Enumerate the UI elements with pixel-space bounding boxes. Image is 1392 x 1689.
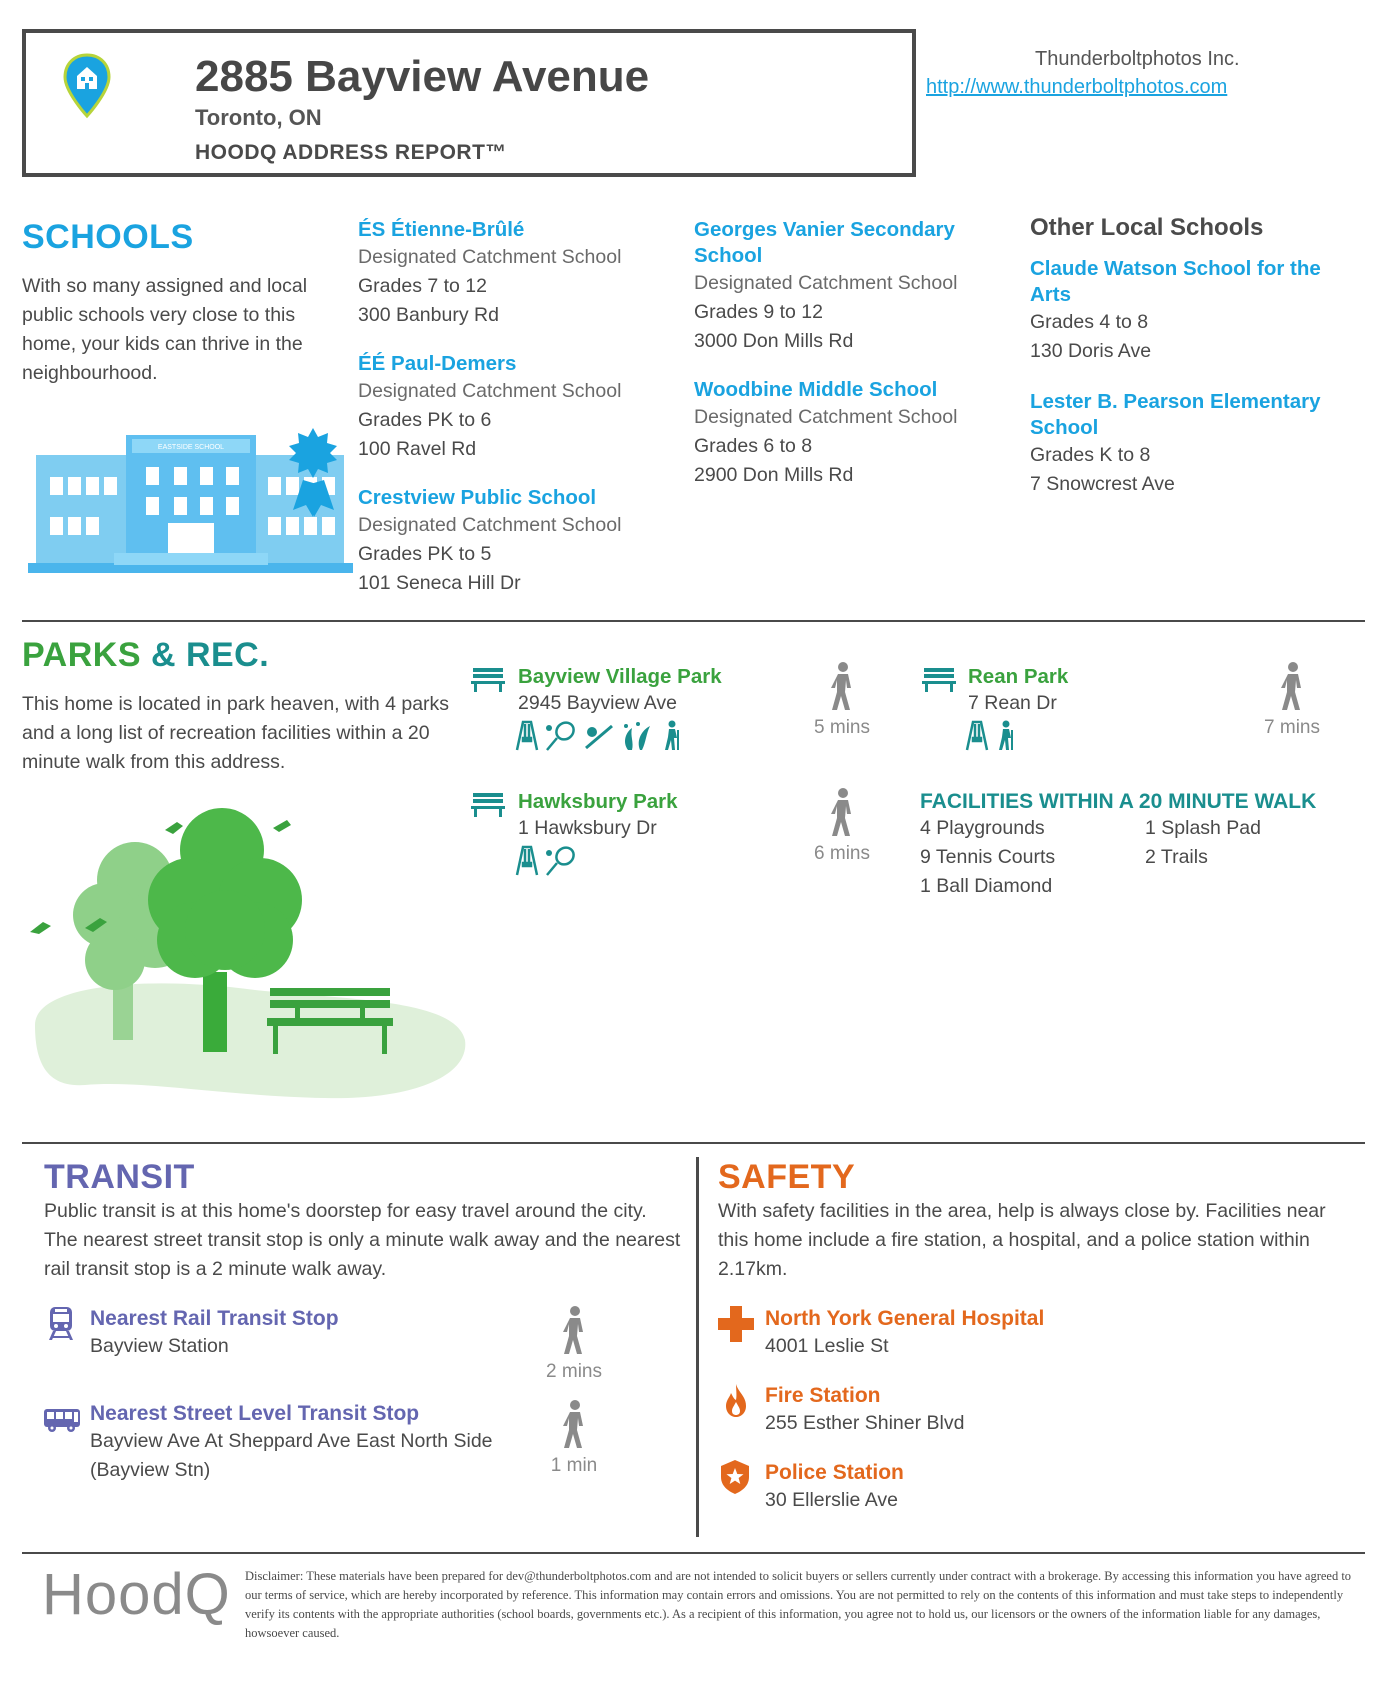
fire-station-name[interactable]: Fire Station	[765, 1384, 881, 1407]
police-station-name[interactable]: Police Station	[765, 1461, 904, 1484]
fire-station-card	[765, 1383, 964, 1438]
hospital-cross-icon	[718, 1306, 754, 1342]
school-address: 2900 Don Mills Rd	[694, 464, 854, 486]
school-card	[358, 485, 658, 598]
safety-title: SAFETY	[718, 1158, 856, 1196]
parks-title-b: & REC.	[150, 636, 270, 674]
fire-station-address: 255 Esther Shiner Blvd	[765, 1412, 965, 1434]
divider	[22, 1552, 1365, 1554]
disclaimer: Disclaimer: These materials have been prepared for dev@thunderboltphotos.com and are not intended to solicit buyers or sellers currently under contract with a brokerage. By accessing this information you have agreed to our terms of service, which are hereby incorporated by reference. This information may contain errors and omissions. You are not permitted to rely on the contents of this information and must take steps to independently verify its contents with the appropriate authorities (school boards, governments etc.). As a recipient of this information, you agree not to hold us, our licensors or the owners of the information liable for any damages, howsoever caused.	[245, 1569, 1352, 1640]
police-station-card	[765, 1460, 904, 1515]
trail-icon	[993, 720, 1017, 752]
school-card	[1030, 389, 1340, 499]
school-grades: Grades 7 to 12	[358, 275, 487, 297]
school-grades: Grades PK to 6	[358, 409, 492, 431]
bench-icon	[922, 666, 956, 692]
school-card	[694, 217, 984, 356]
bench-icon	[471, 666, 505, 692]
walk-time-label: 2 mins	[546, 1361, 602, 1382]
hospital-address: 4001 Leslie St	[765, 1335, 889, 1357]
rail-stop-card	[90, 1306, 339, 1361]
facility-item: 1 Splash Pad	[1145, 817, 1262, 839]
parks-description: This home is located in park heaven, with 4 parks and a long list of recreation facilities within a 20 minute walk from this address.	[22, 693, 450, 773]
park-amenities	[513, 845, 577, 882]
walk-time	[529, 1306, 619, 1383]
park-address: 1 Hawksbury Dr	[518, 817, 657, 839]
walking-person-icon	[1275, 662, 1309, 712]
school-address: 3000 Don Mills Rd	[694, 330, 854, 352]
splash-pad-icon	[620, 720, 654, 752]
schools-description: With so many assigned and local public schools very close to this home, your kids can thrive in the neighbourhood.	[22, 275, 308, 384]
walking-person-icon	[557, 1306, 591, 1356]
school-name[interactable]: ÉS Étienne-Brûlé	[358, 218, 525, 241]
school-card	[1030, 256, 1330, 366]
school-grades: Grades 9 to 12	[694, 301, 823, 323]
tennis-icon	[543, 720, 577, 752]
police-badge-icon	[720, 1460, 750, 1494]
school-grades: Grades 6 to 8	[694, 435, 813, 457]
school-type: Designated Catchment School	[358, 514, 622, 536]
bus-icon	[44, 1409, 80, 1433]
hospital-name[interactable]: North York General Hospital	[765, 1307, 1045, 1330]
company-link[interactable]: http://www.thunderboltphotos.com	[926, 76, 1228, 98]
trail-icon	[659, 720, 683, 752]
school-type: Designated Catchment School	[358, 380, 622, 402]
school-grades: Grades PK to 5	[358, 543, 492, 565]
school-address: 130 Doris Ave	[1030, 340, 1152, 362]
school-address: 100 Ravel Rd	[358, 438, 477, 460]
walk-time	[797, 662, 887, 739]
school-name[interactable]: Crestview Public School	[358, 486, 597, 509]
school-sign-text: EASTSIDE SCHOOL	[157, 444, 225, 451]
address-title: 2885 Bayview Avenue	[195, 52, 650, 101]
facilities-col-2	[1145, 814, 1345, 872]
park-card	[968, 664, 1068, 716]
rail-stop-label[interactable]: Nearest Rail Transit Stop	[90, 1307, 339, 1330]
school-name[interactable]: Georges Vanier Secondary School	[694, 218, 955, 267]
walking-person-icon	[557, 1400, 591, 1450]
school-type: Designated Catchment School	[694, 272, 958, 294]
divider	[22, 1142, 1365, 1144]
street-stop-name: Bayview Ave At Sheppard Ave East North Side	[90, 1430, 493, 1452]
park-card	[518, 664, 722, 716]
street-stop-card	[90, 1401, 493, 1485]
address-city: Toronto, ON	[195, 105, 322, 130]
walk-time	[529, 1400, 619, 1477]
school-grades: Grades 4 to 8	[1030, 311, 1149, 333]
police-station-address: 30 Ellerslie Ave	[765, 1489, 898, 1511]
other-schools-title: Other Local Schools	[1030, 214, 1264, 241]
safety-description: With safety facilities in the area, help is always close by. Facilities near this home include a fire station, a hospital, and a police station within 2.17km.	[718, 1200, 1326, 1280]
walking-person-icon	[825, 788, 859, 838]
walk-time-label: 5 mins	[814, 717, 870, 738]
park-card	[518, 789, 678, 841]
hoodq-logo: HoodQ	[42, 1562, 231, 1627]
park-name[interactable]: Hawksbury Park	[518, 790, 678, 813]
school-address: 101 Seneca Hill Dr	[358, 572, 521, 594]
park-name[interactable]: Rean Park	[968, 665, 1069, 688]
street-stop-name-2: (Bayview Stn)	[90, 1459, 211, 1481]
parks-title	[22, 636, 269, 675]
facilities-col-1	[920, 814, 1140, 901]
school-illustration	[28, 425, 378, 580]
transit-title: TRANSIT	[44, 1158, 195, 1196]
vertical-divider	[696, 1157, 699, 1537]
parks-title-a: PARKS	[22, 636, 141, 674]
park-address: 7 Rean Dr	[968, 692, 1057, 714]
transit-description: Public transit is at this home's doorstep for easy travel around the city. The nearest street transit stop is only a minute walk away and the nearest rail transit stop is a 2 minute walk away.	[44, 1200, 681, 1280]
park-address: 2945 Bayview Ave	[518, 692, 677, 714]
school-card	[358, 217, 658, 330]
school-address: 7 Snowcrest Ave	[1030, 473, 1175, 495]
school-address: 300 Banbury Rd	[358, 304, 499, 326]
school-name[interactable]: Claude Watson School for the Arts	[1030, 257, 1321, 306]
walk-time-label: 6 mins	[814, 843, 870, 864]
park-name[interactable]: Bayview Village Park	[518, 665, 722, 688]
park-amenities	[963, 720, 1017, 757]
facility-item: 9 Tennis Courts	[920, 846, 1056, 868]
divider	[22, 620, 1365, 622]
school-type: Designated Catchment School	[694, 406, 958, 428]
school-type: Designated Catchment School	[358, 246, 622, 268]
facility-item: 2 Trails	[1145, 846, 1208, 868]
facilities-title: FACILITIES WITHIN A 20 MINUTE WALK	[920, 790, 1317, 813]
hospital-card	[765, 1306, 1044, 1361]
walk-time-label: 1 min	[550, 1455, 598, 1476]
park-illustration	[25, 800, 470, 1100]
school-grades: Grades K to 8	[1030, 444, 1151, 466]
walk-time	[797, 788, 887, 865]
walk-time-label: 7 mins	[1264, 717, 1320, 738]
park-amenities	[513, 720, 683, 757]
playground-icon	[513, 845, 539, 877]
playground-icon	[963, 720, 989, 752]
location-pin-icon	[62, 52, 112, 120]
tennis-icon	[543, 845, 577, 877]
playground-icon	[513, 720, 539, 752]
school-card	[358, 351, 658, 464]
fire-icon	[724, 1384, 748, 1418]
train-icon	[48, 1307, 74, 1341]
company-name: Thunderboltphotos Inc.	[1035, 48, 1240, 70]
walk-time	[1247, 662, 1337, 739]
facility-item: 1 Ball Diamond	[920, 875, 1053, 897]
school-name[interactable]: ÉÉ Paul-Demers	[358, 352, 517, 375]
school-name[interactable]: Woodbine Middle School	[694, 378, 938, 401]
facility-item: 4 Playgrounds	[920, 817, 1045, 839]
school-name[interactable]: Lester B. Pearson Elementary School	[1030, 390, 1321, 439]
school-card	[694, 377, 984, 490]
walking-person-icon	[825, 662, 859, 712]
bench-icon	[471, 791, 505, 817]
report-title: HOODQ ADDRESS REPORT™	[195, 141, 507, 164]
ball-diamond-icon	[582, 720, 616, 752]
schools-title: SCHOOLS	[22, 218, 194, 256]
street-stop-label[interactable]: Nearest Street Level Transit Stop	[90, 1402, 420, 1425]
rail-stop-name: Bayview Station	[90, 1335, 229, 1357]
